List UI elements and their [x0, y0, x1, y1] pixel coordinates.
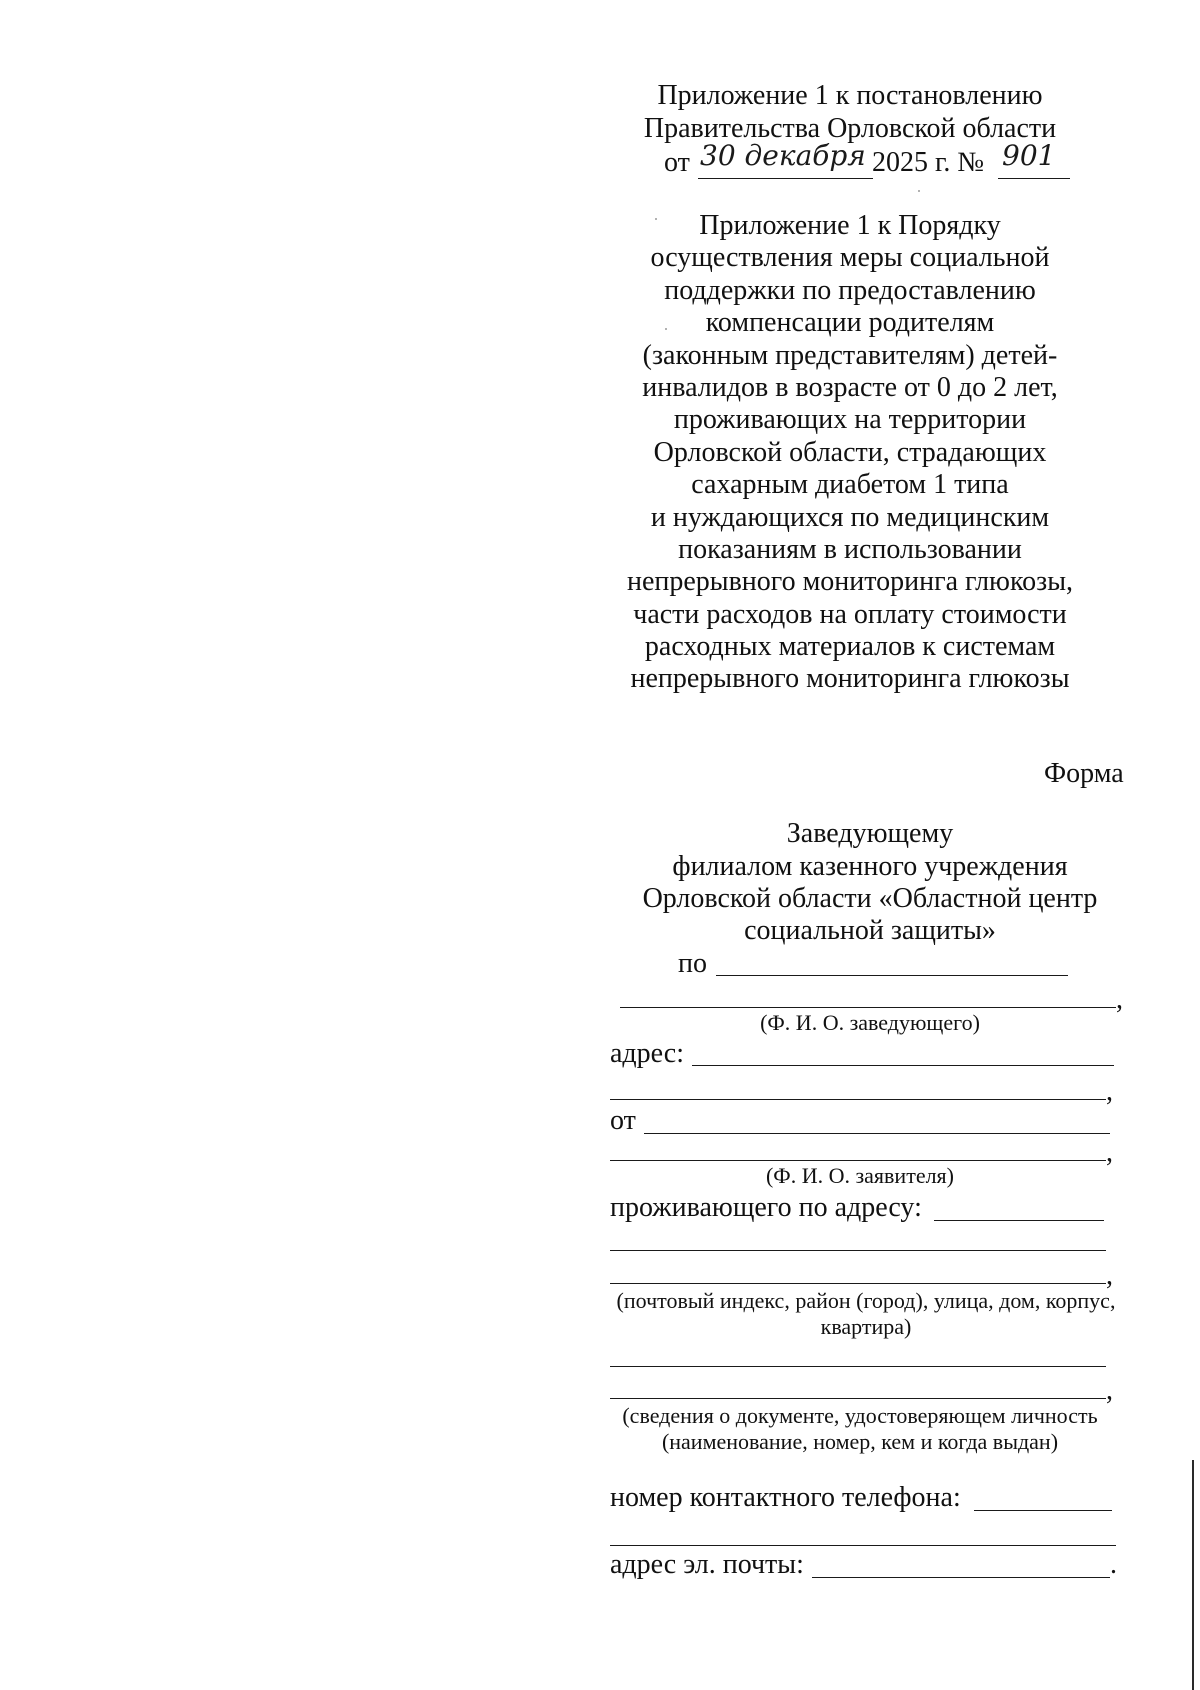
id-blank-2: [610, 1398, 1106, 1399]
appendix-line: расходных материалов к системам: [644, 631, 1056, 663]
appendix-line: осуществления меры социальной: [650, 242, 1050, 274]
email-blank: [812, 1577, 1110, 1578]
appendix-line: и нуждающихся по медицинским: [650, 501, 1050, 533]
residing-blank-2: [610, 1250, 1106, 1251]
comma: ,: [1106, 1375, 1113, 1406]
address-blank-2: [610, 1099, 1106, 1100]
header-line-1: Приложение 1 к постановлению: [657, 80, 1043, 111]
appendix-line: непрерывного мониторинга глюкозы: [630, 663, 1070, 695]
appendix-line: сахарным диабетом 1 типа: [691, 469, 1009, 501]
applicant-fio-hint: (Ф. И. О. заявителя): [765, 1163, 955, 1188]
appendix-line: показаниям в использовании: [678, 533, 1022, 565]
postal-hint-2: квартира): [820, 1314, 912, 1339]
appendix-line: (законным представителям) детей-: [642, 339, 1058, 371]
manager-fio-blank: [620, 1007, 1116, 1008]
department-blank: [716, 975, 1068, 976]
appendix-line: поддержки по предоставлению: [664, 274, 1036, 306]
comma: ,: [1106, 1076, 1113, 1107]
appendix-block: [620, 210, 1080, 696]
postal-hint-1: (почтовый индекс, район (город), улица, дом, корпус,: [616, 1288, 1116, 1313]
id-hint-1: (сведения о документе, удостоверяющем личность: [622, 1403, 1098, 1428]
handwritten-date: 30 декабря: [700, 139, 866, 172]
po-label: по: [678, 948, 707, 979]
id-blank: [610, 1366, 1106, 1367]
phone-blank-2: [610, 1545, 1116, 1546]
comma: ,: [1106, 1137, 1113, 1168]
addressee-line: филиалом казенного учреждения: [672, 851, 1068, 882]
addressee-line: социальной защиты»: [744, 915, 996, 946]
appendix-line: Орловской области, страдающих: [653, 436, 1047, 468]
handwritten-number: 901: [1002, 139, 1056, 172]
residing-blank-3: [610, 1283, 1106, 1284]
comma: ,: [1106, 1260, 1113, 1291]
scan-edge: [1192, 1460, 1200, 1690]
id-hint-2: (наименование, номер, кем и когда выдан): [661, 1429, 1059, 1454]
appendix-line: инвалидов в возрасте от 0 до 2 лет,: [642, 371, 1058, 403]
from-label: от: [610, 1105, 636, 1136]
appendix-line: Приложение 1 к Порядку: [699, 210, 1001, 241]
scan-speck: [918, 190, 920, 192]
address-label: адрес:: [610, 1038, 685, 1069]
period: .: [1110, 1549, 1117, 1580]
comma: ,: [1116, 984, 1123, 1015]
date-underline: [698, 178, 873, 179]
appendix-line: проживающих на территории: [673, 404, 1027, 436]
form-label: Форма: [1044, 758, 1124, 789]
scan-speck: [655, 218, 657, 220]
appendix-line: части расходов на оплату стоимости: [633, 598, 1067, 630]
date-year: 2025 г. №: [872, 147, 985, 178]
header-line-2: Правительства Орловской области: [643, 113, 1057, 144]
applicant-blank: [644, 1133, 1110, 1134]
manager-fio-hint: (Ф. И. О. заведующего): [760, 1010, 980, 1035]
scan-speck: [665, 328, 667, 330]
date-prefix: от: [664, 147, 690, 178]
email-label: адрес эл. почты:: [610, 1549, 804, 1580]
addressee-line: Заведующему: [786, 818, 954, 849]
residing-blank: [934, 1220, 1104, 1221]
phone-label: номер контактного телефона:: [610, 1482, 961, 1513]
appendix-line: непрерывного мониторинга глюкозы,: [626, 566, 1074, 598]
applicant-blank-2: [610, 1160, 1106, 1161]
residing-label: проживающего по адресу:: [610, 1192, 922, 1223]
addressee-line: Орловской области «Областной центр: [642, 883, 1098, 914]
number-underline: [998, 178, 1070, 179]
phone-blank: [974, 1510, 1112, 1511]
address-blank: [692, 1065, 1114, 1066]
appendix-line: компенсации родителям: [705, 307, 995, 339]
